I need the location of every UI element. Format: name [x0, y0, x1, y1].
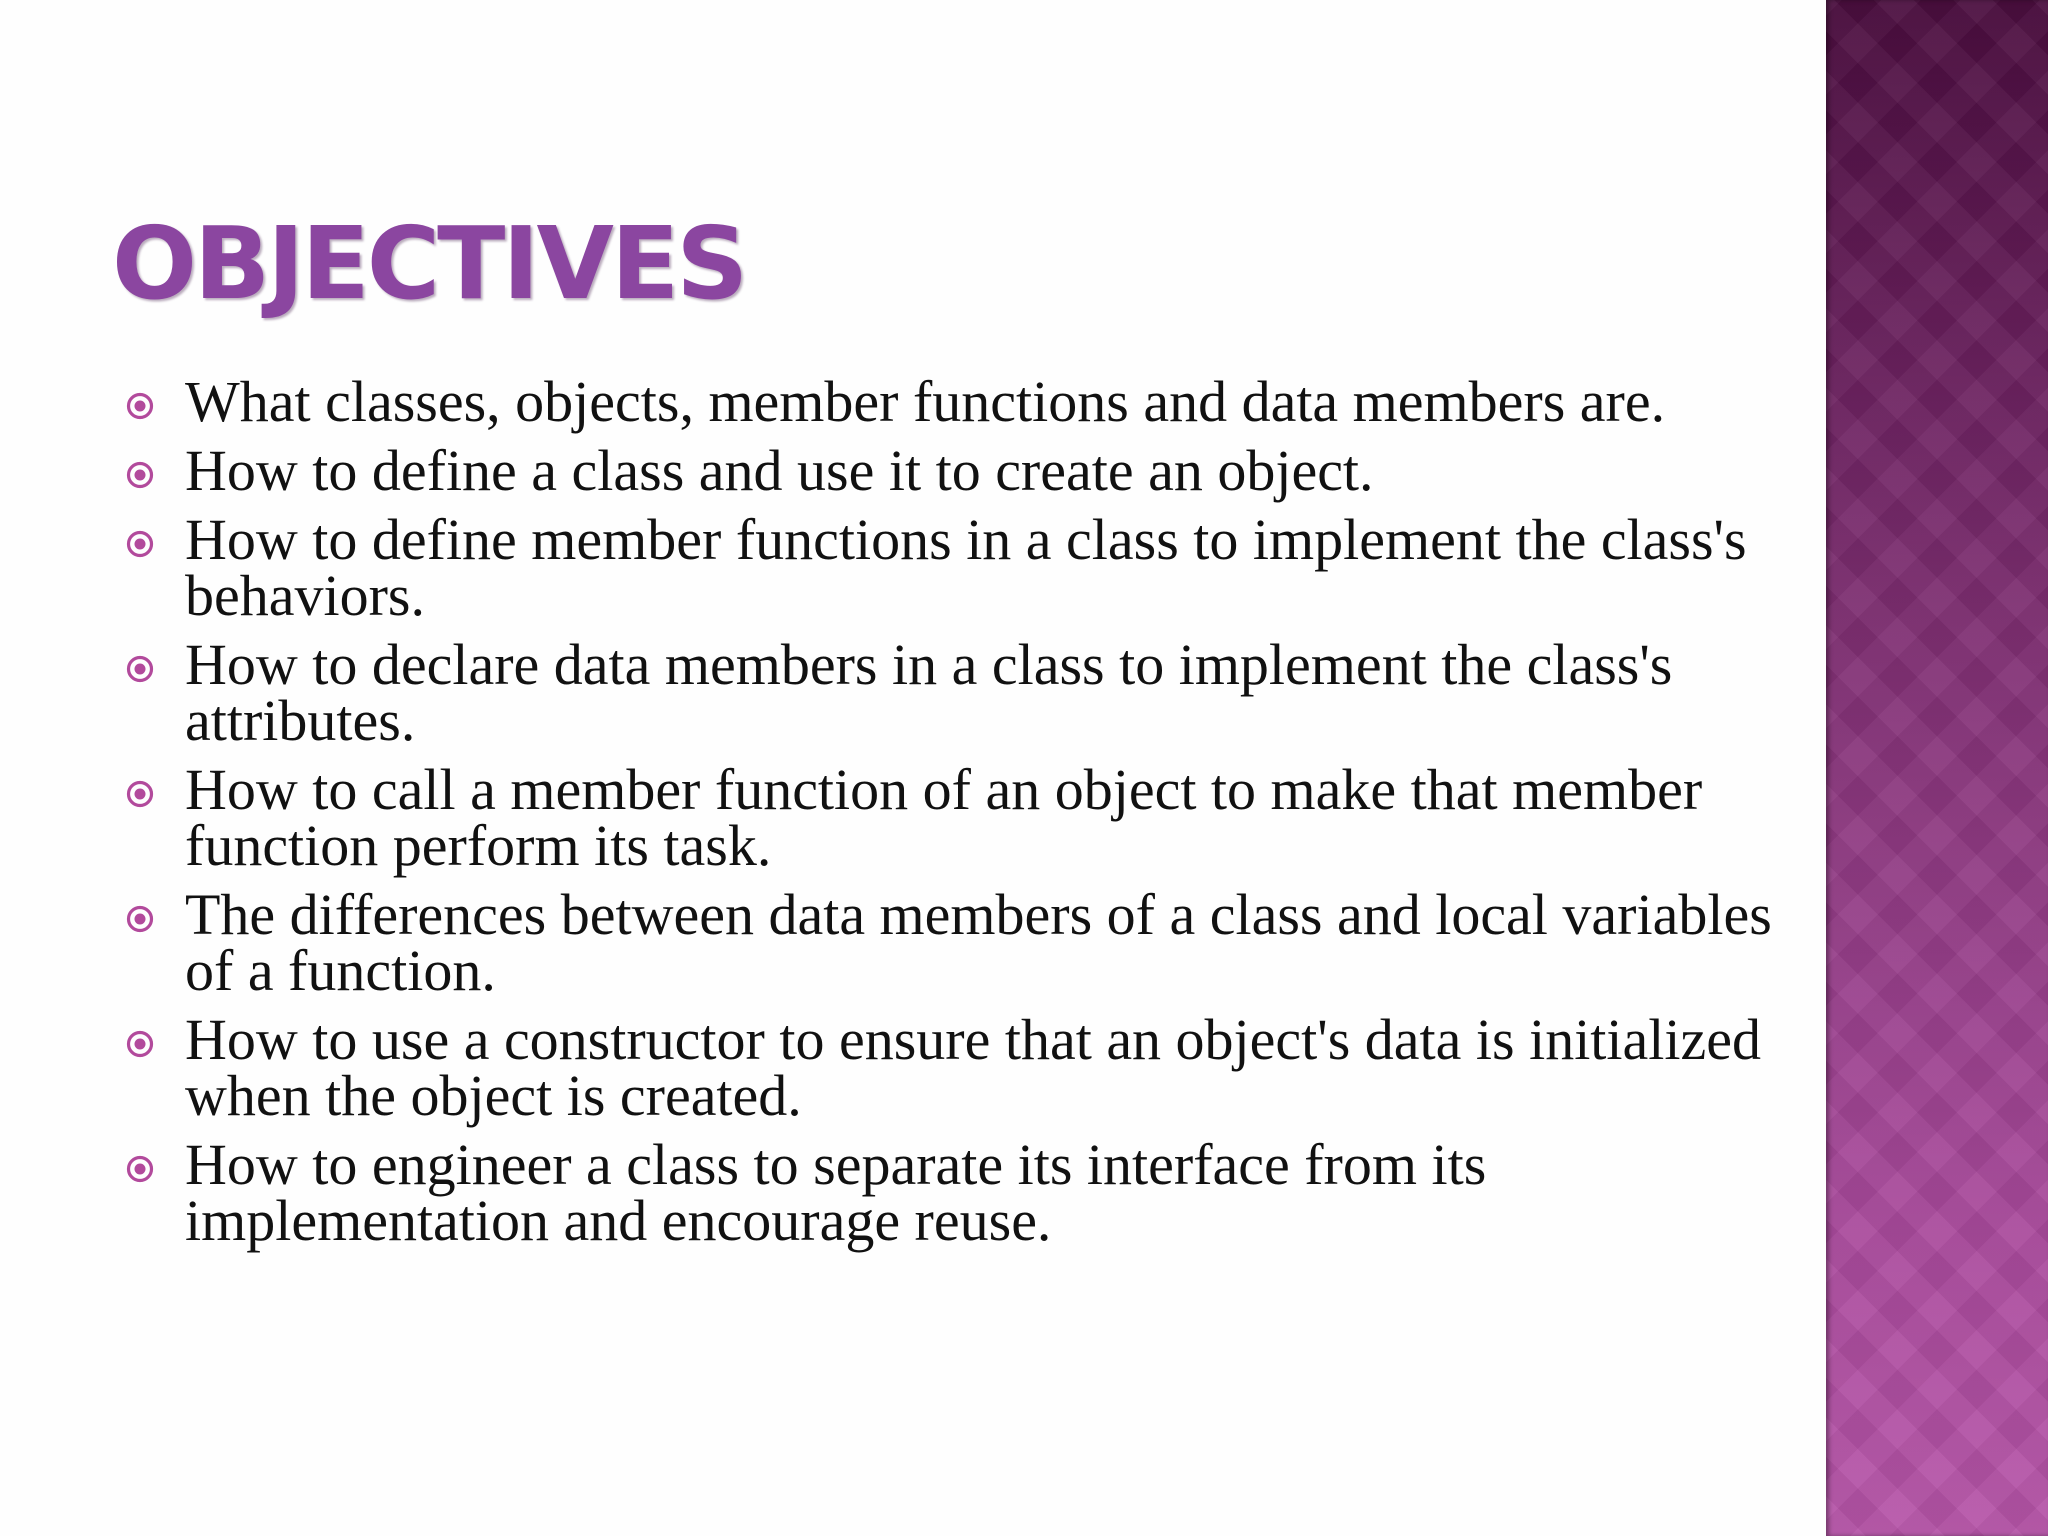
circled-dot-icon: [125, 1029, 155, 1059]
list-item: [125, 632, 1815, 753]
list-item-text: How to use a constructor to ensure that an object's data is initialized when the object is created.: [185, 1007, 1761, 1128]
circled-dot-icon: [125, 779, 155, 809]
list-item-text: What classes, objects, member functions and data members are.: [185, 369, 1666, 434]
list-item-text: The differences between data members of a class and local variables of a function.: [185, 882, 1772, 1003]
list-item: [125, 757, 1815, 878]
list-item-text: How to define a class and use it to create an object.: [185, 438, 1374, 503]
list-item: [125, 882, 1815, 1003]
circled-dot-icon: [125, 391, 155, 421]
list-item-text: How to call a member function of an object to make that member function perform its task.: [185, 757, 1703, 878]
list-item: [125, 369, 1815, 434]
list-item-text: How to engineer a class to separate its interface from its implementation and encourage reuse.: [185, 1132, 1487, 1253]
circled-dot-icon: [125, 654, 155, 684]
list-item: [125, 1007, 1815, 1128]
decorative-side-panel: [1826, 0, 2048, 1536]
circled-dot-icon: [125, 904, 155, 934]
circled-dot-icon: [125, 1154, 155, 1184]
circled-dot-icon: [125, 529, 155, 559]
circled-dot-icon: [125, 460, 155, 490]
slide-title: OBJECTIVES: [112, 205, 746, 322]
objectives-list: [125, 369, 1815, 1262]
list-item-text: How to define member functions in a class to implement the class's behaviors.: [185, 507, 1747, 628]
list-item: [125, 438, 1815, 503]
list-item-text: How to declare data members in a class to implement the class's attributes.: [185, 632, 1673, 753]
list-item: [125, 507, 1815, 628]
list-item: [125, 1132, 1815, 1253]
